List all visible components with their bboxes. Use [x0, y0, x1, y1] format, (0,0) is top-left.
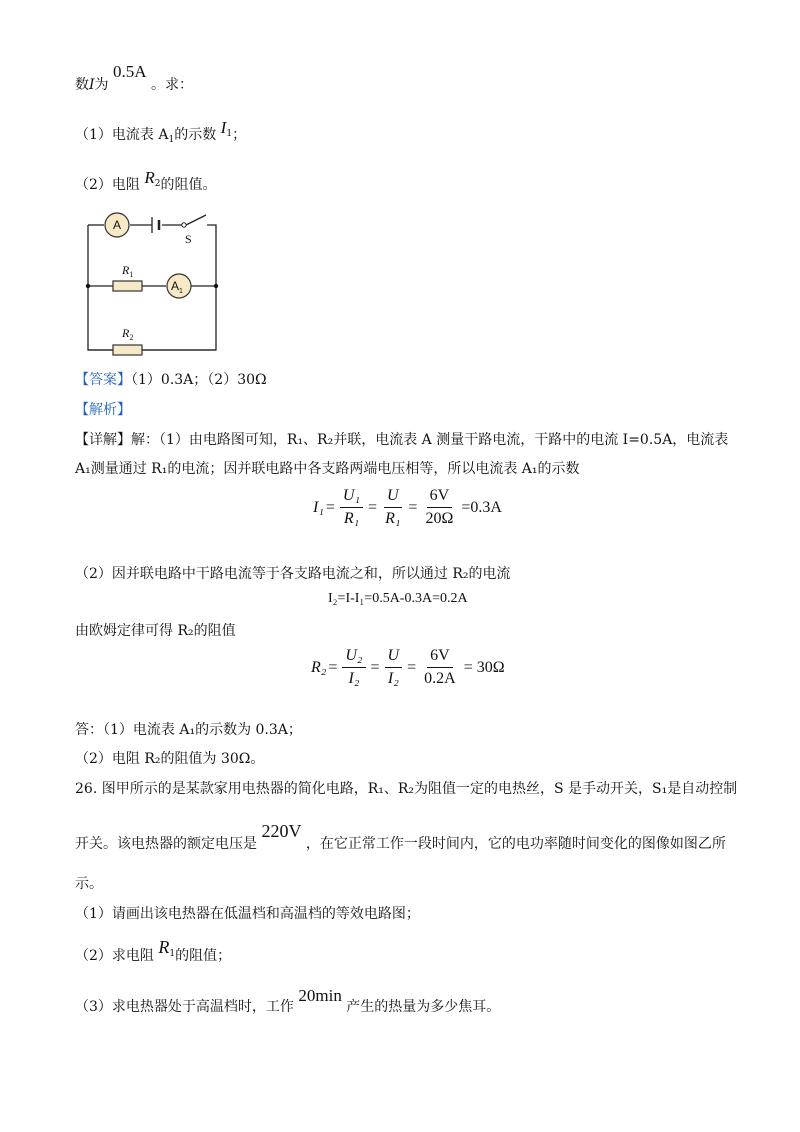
- q1-var: I: [220, 118, 227, 137]
- eq3-frac-1: $\frac{\text{U₂}}{\text{I₂}}$: [342, 647, 365, 688]
- equation-2: I₂=I-I₁=0.5A-0.3A=0.2A: [328, 591, 468, 606]
- eq3-frac-3: $\frac{6V}{0.2A}$: [424, 647, 456, 687]
- analysis-tag: 【解析】: [75, 402, 131, 418]
- intro-mid: 为: [94, 77, 109, 93]
- p26-q1: （1）请画出该电热器在低温档和高温档的等效电路图；: [75, 906, 420, 922]
- q1-text: 电流表 A: [111, 127, 169, 143]
- eq3-result: = 30Ω: [463, 658, 505, 676]
- eq1-frac-1: $\frac{\text{U₁}}{\text{R₁}}$: [340, 487, 363, 528]
- p26-q2sub: 1: [169, 949, 176, 959]
- question-2: [75, 168, 217, 200]
- q2-num: （2）: [75, 177, 112, 193]
- p26-voltage: 220V: [261, 821, 302, 841]
- p26-q2var: R: [158, 937, 170, 957]
- p26-line-2: [75, 821, 726, 854]
- r1-label: $R_1$: [122, 263, 134, 279]
- junction-right: [214, 284, 218, 288]
- q1-end: ；: [232, 127, 247, 143]
- final-answer-1: 答：（1）电流表 A₁的示数为 0.3A；: [75, 722, 302, 738]
- eq1-lhs: I₁: [313, 498, 324, 516]
- p26-q2: [75, 937, 232, 971]
- eq3-frac-2: $\frac{U}{\text{I₂}}$: [385, 647, 403, 688]
- ammeter-a1-label: $A_1$: [171, 279, 183, 295]
- q1-sub: 1: [168, 135, 175, 145]
- resistor-r2-icon: [113, 345, 142, 355]
- ammeter-a-label: A: [112, 218, 122, 232]
- eq1-frac-3: $\frac{6V}{20\Omega}$: [425, 487, 454, 527]
- p26-line-3: 示。: [75, 876, 103, 892]
- p26-q2a: （2）求电阻: [75, 948, 154, 964]
- p26-q3a: （3）求电热器处于高温档时，工作: [75, 999, 294, 1015]
- intro-var: I: [89, 77, 95, 93]
- p26-q2b: 的阻值；: [175, 948, 232, 964]
- eq3-lhs: R₂: [311, 658, 327, 676]
- intro-prefix: 数: [75, 77, 89, 93]
- final-answer-2: （2）电阻 R₂的阻值为 30Ω。: [75, 751, 265, 767]
- resistor-r1-icon: [113, 281, 142, 291]
- intro-suffix: 。求：: [150, 77, 193, 93]
- answer-tag: 【答案】: [75, 372, 131, 388]
- intro-value: 0.5A: [112, 62, 147, 81]
- equation-1: I₁ = $\frac{\text{U₁}}{\text{R₁}}$ = $\frac{U}{\text{R₁}}$ = $\frac{6V}{20\Omega}$ =0.3A: [313, 487, 502, 527]
- q1-varsub: 1: [226, 129, 233, 139]
- detail-tag: 【详解】: [75, 432, 131, 448]
- q1-text2: 的示数: [174, 127, 217, 143]
- switch-contact: [182, 223, 186, 227]
- p26-q3: [75, 986, 501, 1017]
- detail-text-1: 解：（1）由电路图可知，R₁、R₂并联，电流表 A 测量干路电流，干路中的电流 I=0.5A，电流表: [131, 432, 729, 448]
- answer-line: [75, 370, 267, 390]
- p26-q3time: 20min: [298, 986, 342, 1005]
- r2-label: $R_2$: [122, 326, 134, 342]
- switch-label: S: [185, 232, 192, 246]
- circuit-diagram: [80, 203, 230, 363]
- question-1: [75, 118, 247, 150]
- q1-num: （1）: [75, 127, 112, 143]
- ohm-line: 由欧姆定律可得 R₂的阻值: [75, 623, 236, 639]
- part2-line: （2）因并联电路中干路电流等于各支路电流之和，所以通过 R₂的电流: [75, 566, 511, 582]
- q2-var: R: [144, 168, 155, 187]
- p26-line-1: 26. 图甲所示的是某款家用电热器的简化电路，R₁、R₂为阻值一定的电热丝，S 是手动开关，S₁是自动控制: [75, 781, 738, 797]
- junction-left: [86, 284, 90, 288]
- q2-varsub: 2: [154, 179, 161, 189]
- p26-q3b: 产生的热量为多少焦耳。: [346, 999, 501, 1015]
- intro-line: [75, 62, 193, 95]
- p26-line2a: 开关。该电热器的额定电压是: [75, 836, 257, 852]
- detail-line-2: A₁测量通过 R₁的电流；因并联电路中各支路两端电压相等，所以电流表 A₁的示数: [75, 461, 580, 477]
- equation-3: R₂ = $\frac{\text{U₂}}{\text{I₂}}$ = $\frac{U}{\text{I₂}}$ = $\frac{6V}{0.2A}$ = 30Ω: [311, 647, 505, 687]
- q2-text: 电阻: [111, 177, 140, 193]
- p26-line2b: ，在它正常工作一段时间内，它的电功率随时间变化的图像如图乙所: [305, 836, 726, 852]
- detail-line-1: [75, 430, 728, 450]
- answer-text: （1）0.3A；（2）30Ω: [131, 372, 267, 388]
- q2-text2: 的阻值。: [160, 177, 217, 193]
- eq1-frac-2: $\frac{U}{\text{R₁}}$: [385, 487, 401, 527]
- eq1-result: =0.3A: [461, 498, 502, 516]
